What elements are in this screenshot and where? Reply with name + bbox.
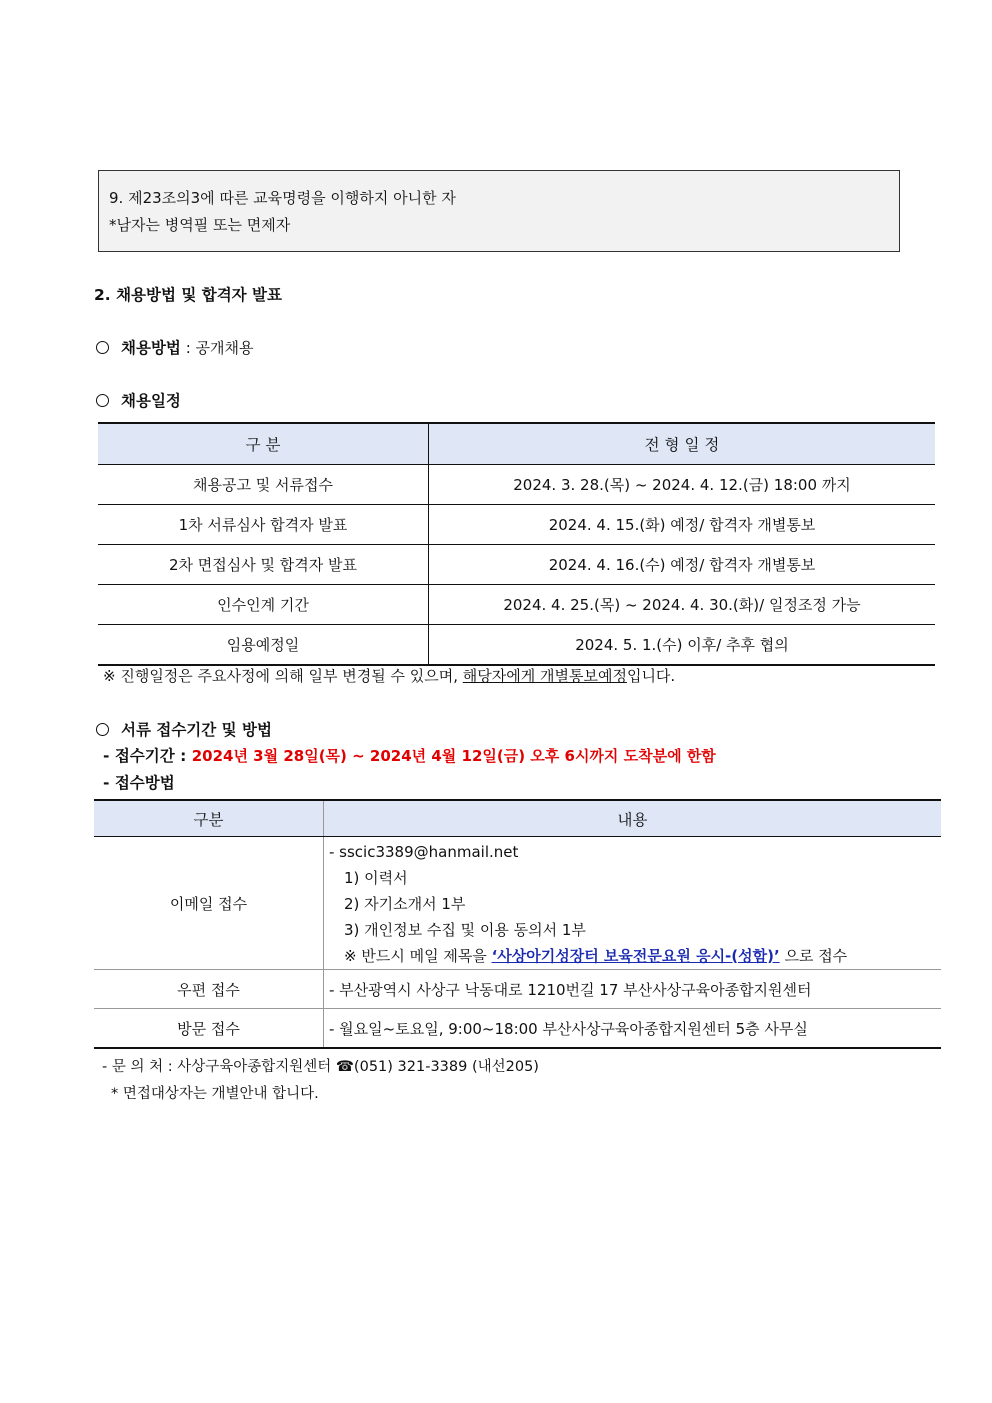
interview-note: * 면접대상자는 개별안내 합니다. [111, 1086, 319, 1102]
military-note: *남자는 병역필 또는 면제자 [109, 216, 291, 234]
table-row [98, 545, 935, 585]
note-suffix: 입니다. [626, 667, 676, 685]
list-item: 1) 이력서 [344, 868, 408, 887]
circle-bullet-icon [96, 394, 109, 407]
row-label: 임용예정일 [98, 625, 429, 666]
post-label: 우편 접수 [94, 970, 324, 1009]
row-label: 채용공고 및 서류접수 [98, 465, 429, 505]
submission-table [94, 799, 941, 1049]
contact-info: - 문 의 처 : 사상구육아종합지원센터 ☎(051) 321-3389 (내선205) [102, 1059, 539, 1075]
table-row [98, 465, 935, 505]
row-value: 2024. 4. 16.(수) 예정/ 합격자 개별통보 [429, 545, 936, 585]
table-row [94, 1009, 941, 1049]
submission-title: 서류 접수기간 및 방법 [121, 721, 272, 739]
table-row [94, 970, 941, 1009]
row-value: 2024. 4. 25.(목) ~ 2024. 4. 30.(화)/ 일정조정 가능 [429, 585, 936, 625]
header-schedule: 전 형 일 정 [429, 423, 936, 465]
email-address: - sscic3389@hanmail.net [329, 842, 519, 861]
header-category: 구분 [94, 800, 324, 837]
row-label: 1차 서류심사 합격자 발표 [98, 505, 429, 545]
list-item: 3) 개인정보 수집 및 이용 동의서 1부 [344, 920, 586, 939]
schedule-table [98, 422, 935, 666]
submission-period [103, 744, 716, 766]
email-content [324, 837, 942, 970]
period-value: 2024년 3월 28일(목) ~ 2024년 4월 12일(금) 오후 6시까지 도착분에 한함 [191, 747, 716, 765]
table-row [94, 837, 941, 970]
submission-heading [96, 718, 272, 740]
row-value: 2024. 4. 15.(화) 예정/ 합격자 개별통보 [429, 505, 936, 545]
period-label: - 접수기간 : [103, 747, 192, 765]
notice-title: ‘사상아기성장터 보육전문요원 응시-(성함)’ [491, 946, 780, 965]
table-row [98, 625, 935, 666]
note-prefix: ※ 진행일정은 주요사정에 의해 일부 변경될 수 있으며, [103, 667, 463, 685]
schedule-note [103, 665, 675, 686]
email-label: 이메일 접수 [94, 837, 324, 970]
schedule-heading [96, 389, 181, 411]
recruit-method-value: : 공개채용 [185, 339, 254, 357]
visit-label: 방문 접수 [94, 1009, 324, 1049]
eligibility-box [98, 170, 900, 252]
row-label: 2차 면접심사 및 합격자 발표 [98, 545, 429, 585]
schedule-label: 채용일정 [121, 392, 181, 410]
recruit-method-label: 채용방법 [121, 339, 181, 357]
notice-prefix: ※ 반드시 메일 제목을 [344, 946, 492, 965]
table-row [98, 585, 935, 625]
eligibility-line-9: 9. 제23조의3에 따른 교육명령을 이행하지 아니한 자 [109, 189, 456, 207]
table-row [98, 505, 935, 545]
section-title: 2. 채용방법 및 합격자 발표 [94, 286, 282, 304]
circle-bullet-icon [96, 341, 109, 354]
circle-bullet-icon [96, 723, 109, 736]
table-header-row [98, 423, 935, 465]
note-underlined: 해당자에게 개별통보예정 [462, 667, 627, 685]
email-notice [329, 943, 941, 969]
notice-suffix: 으로 접수 [779, 946, 848, 965]
table-header-row [94, 800, 941, 837]
header-content: 내용 [324, 800, 942, 837]
submission-method-label: - 접수방법 [103, 774, 175, 792]
list-item: 2) 자기소개서 1부 [344, 894, 466, 913]
recruit-method [96, 336, 253, 358]
row-value: 2024. 3. 28.(목) ~ 2024. 4. 12.(금) 18:00 까지 [429, 465, 936, 505]
row-label: 인수인계 기간 [98, 585, 429, 625]
visit-value: - 월요일~토요일, 9:00~18:00 부산사상구육아종합지원센터 5층 사무실 [324, 1009, 942, 1049]
row-value: 2024. 5. 1.(수) 이후/ 추후 협의 [429, 625, 936, 666]
header-category: 구 분 [98, 423, 429, 465]
post-value: - 부산광역시 사상구 낙동대로 1210번길 17 부산사상구육아종합지원센터 [324, 970, 942, 1009]
